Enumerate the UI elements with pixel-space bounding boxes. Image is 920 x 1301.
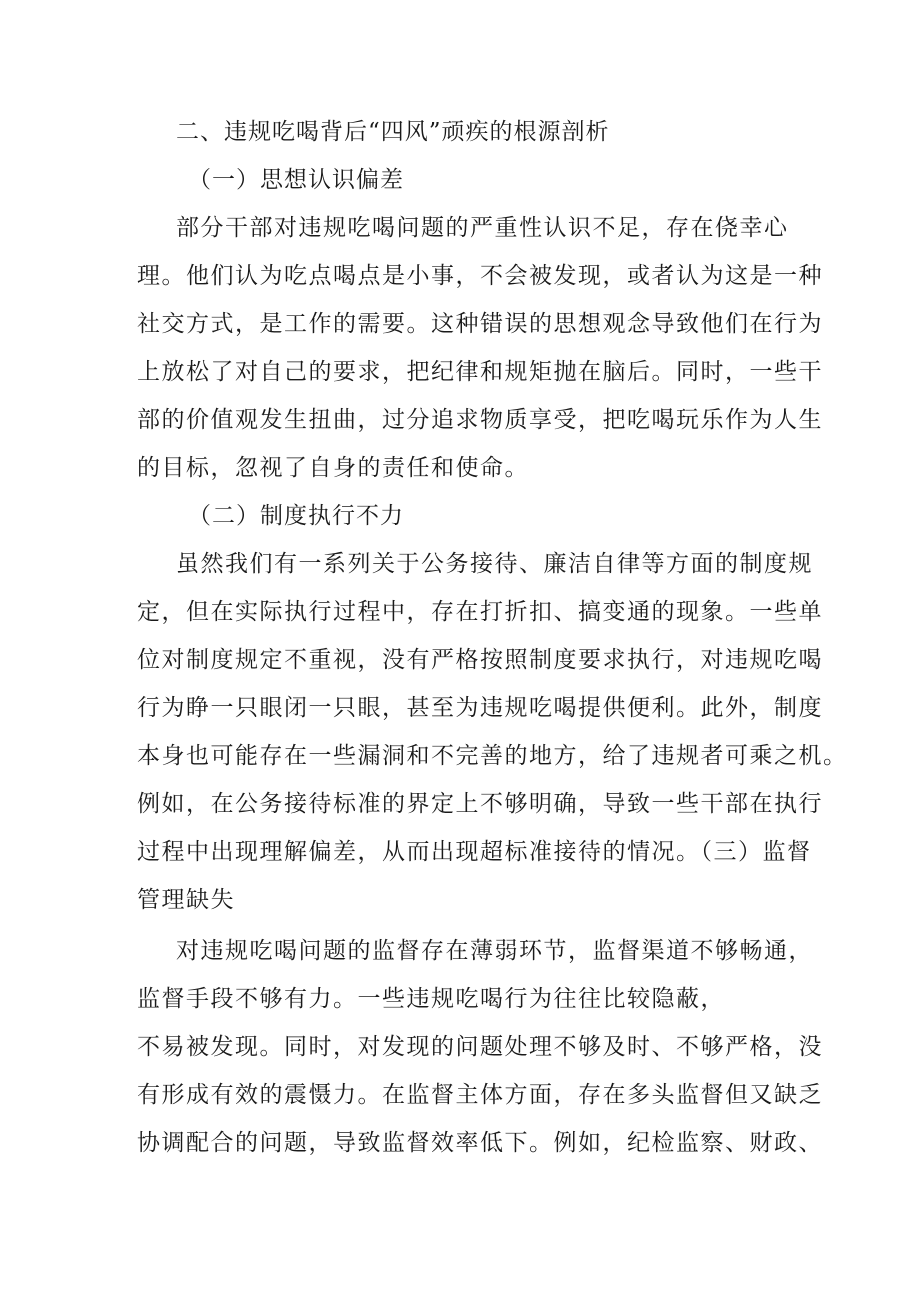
section-title: 二、违规吃喝背后“四风”顽疾的根源剖析: [176, 119, 610, 145]
paragraph-line: 定，但在实际执行过程中，存在打折扣、搞变通的现象。一些单: [137, 599, 823, 625]
paragraph-line: 有形成有效的震慑力。在监督主体方面，存在多头监督但又缺乏: [137, 1082, 823, 1108]
paragraph-line: 行为睁一只眼闭一只眼，甚至为违规吃喝提供便利。此外，制度: [137, 695, 823, 721]
paragraph-line: 管理缺失: [137, 887, 235, 913]
subsection-title-1: （一）思想认识偏差: [188, 167, 404, 193]
paragraph-line: 社交方式，是工作的需要。这种错误的思想观念导致他们在行为: [137, 311, 823, 337]
paragraph-line: 上放松了对自己的要求，把纪律和规矩抛在脑后。同时，一些干: [137, 359, 823, 385]
subsection-title-2: （二）制度执行不力: [188, 503, 404, 529]
paragraph-line: 位对制度规定不重视，没有严格按照制度要求执行，对违规吃喝: [137, 647, 823, 673]
paragraph-line: 虽然我们有一系列关于公务接待、廉洁自律等方面的制度规: [176, 551, 813, 577]
paragraph-line: 理。他们认为吃点喝点是小事，不会被发现，或者认为这是一种: [137, 263, 823, 289]
paragraph-line: 本身也可能存在一些漏洞和不完善的地方，给了违规者可乘之机。: [137, 743, 848, 769]
paragraph-line: 过程中出现理解偏差，从而出现超标准接待的情况。（三）监督: [137, 839, 812, 865]
paragraph-line: 的目标，忽视了自身的责任和使命。: [137, 455, 529, 481]
paragraph-line: 部分干部对违规吃喝问题的严重性认识不足，存在侥幸心: [176, 215, 789, 241]
paragraph-line: 协调配合的问题，导致监督效率低下。例如，纪检监察、财政、: [137, 1130, 823, 1156]
paragraph-line: 对违规吃喝问题的监督存在薄弱环节，监督渠道不够畅通，: [176, 938, 813, 964]
paragraph-line: 不易被发现。同时，对发现的问题处理不够及时、不够严格，没: [137, 1034, 823, 1060]
paragraph-line: 监督手段不够有力。一些违规吃喝行为往往比较隐蔽，: [137, 986, 725, 1012]
paragraph-line: 部的价值观发生扭曲，过分追求物质享受，把吃喝玩乐作为人生: [137, 407, 823, 433]
paragraph-line: 例如，在公务接待标准的界定上不够明确，导致一些干部在执行: [137, 791, 823, 817]
